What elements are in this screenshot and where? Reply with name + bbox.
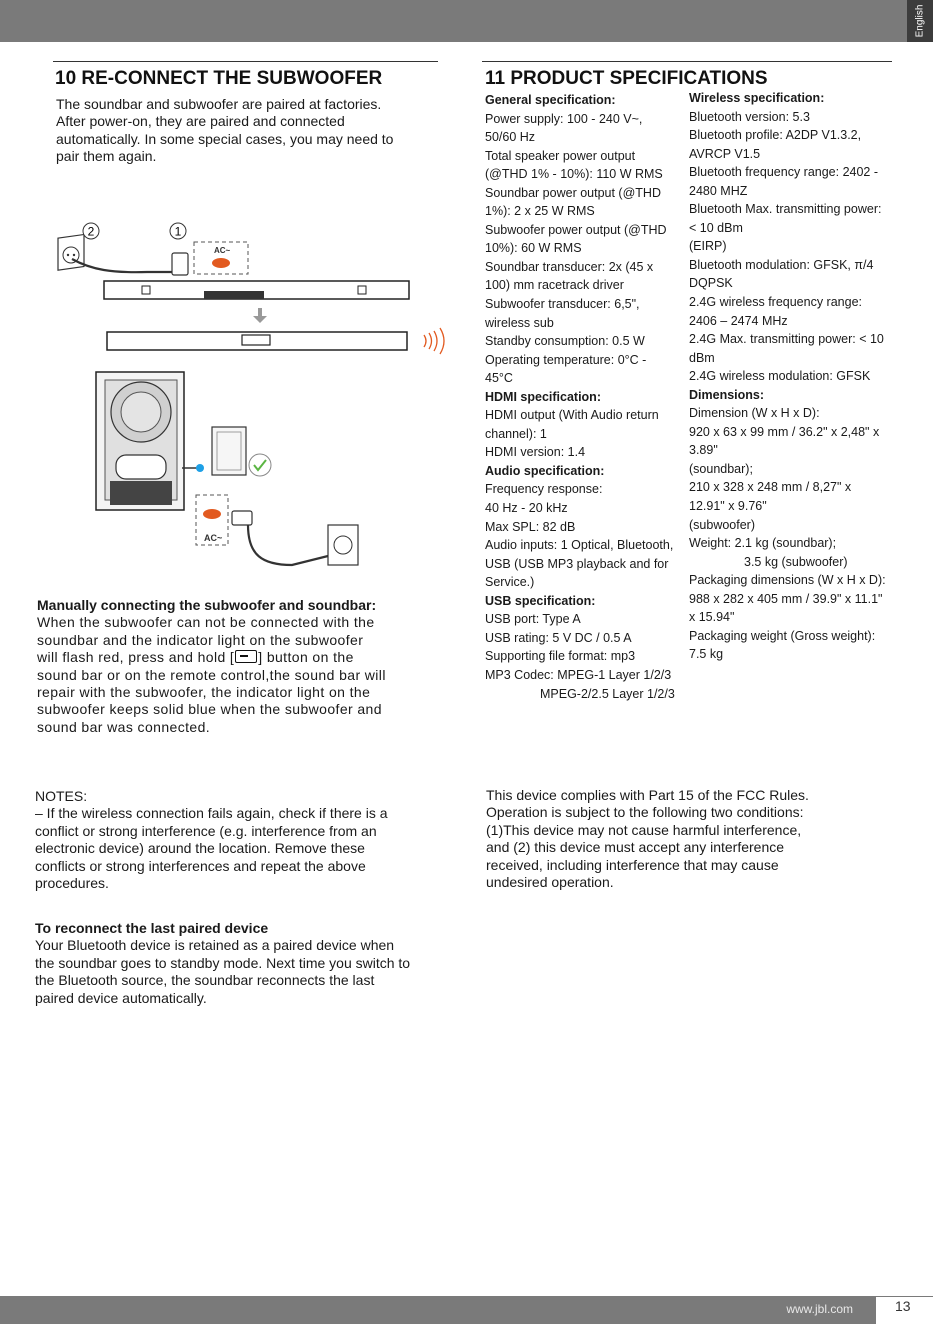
- spec-line: Bluetooth Max. transmitting power:: [689, 202, 882, 217]
- spec-line: 2.4G wireless modulation: GFSK: [689, 369, 871, 384]
- notes-line: – If the wireless connection fails again, check if there is a: [35, 805, 388, 822]
- spec-line: 1%): 2 x 25 W RMS: [485, 204, 595, 219]
- spec-line: Soundbar transducer: 2x (45 x: [485, 259, 654, 274]
- language-label: English: [914, 4, 926, 38]
- spec-line: (@THD 1% - 10%): 110 W RMS: [485, 167, 663, 182]
- spec-line: Service.): [485, 575, 535, 590]
- spec-line: HDMI output (With Audio return: [485, 408, 659, 423]
- spec-heading: Audio specification:: [485, 463, 605, 478]
- manual-line: When the subwoofer can not be connected with the: [37, 614, 375, 631]
- manual-line: ] button on the: [258, 649, 354, 666]
- spec-line: 40 Hz - 20 kHz: [485, 501, 568, 516]
- wall-socket-icon-bottom: [328, 525, 358, 565]
- ac-inlet-icon: [212, 258, 230, 268]
- spec-line: 2406 – 2474 MHz: [689, 313, 788, 328]
- reconnect-line: paired device automatically.: [35, 989, 207, 1006]
- fcc-line: received, including interference that may cause: [486, 856, 779, 873]
- intro-line: automatically. In some special cases, you may need to: [56, 130, 394, 147]
- spec-heading: Wireless specification:: [689, 91, 825, 105]
- spec-line: 50/60 Hz: [485, 130, 536, 145]
- spec-line: USB rating: 5 V DC / 0.5 A: [485, 630, 632, 645]
- spec-line: Audio inputs: 1 Optical, Bluetooth,: [485, 538, 674, 553]
- power-cable: [72, 259, 174, 272]
- spec-line: AVRCP V1.5: [689, 146, 761, 161]
- spec-line: 2480 MHZ: [689, 183, 748, 198]
- spec-line: Standby consumption: 0.5 W: [485, 334, 645, 349]
- ac-inlet-icon-bottom: [203, 509, 221, 519]
- reconnect-line: the Bluetooth source, the soundbar reconnects the last: [35, 972, 375, 989]
- spec-heading: HDMI specification:: [485, 389, 601, 404]
- notes-line: conflicts or strong interferences and repeat the above: [35, 857, 366, 874]
- spec-heading: Dimensions:: [689, 387, 765, 402]
- spec-line: Subwoofer power output (@THD: [485, 222, 667, 237]
- spec-line: Weight: 2.1 kg (soundbar);: [689, 536, 837, 551]
- spec-line: 12.91" x 9.76": [689, 499, 767, 514]
- reconnect-paragraph: [35, 920, 455, 1007]
- spec-line: < 10 dBm: [689, 220, 743, 235]
- manual-heading: Manually connecting the subwoofer and soundbar:: [37, 597, 377, 613]
- manual-line: will flash red, press and hold [: [37, 649, 235, 666]
- spec-line: (EIRP): [689, 239, 727, 254]
- spec-line: 210 x 328 x 248 mm / 8,27" x: [689, 480, 852, 495]
- spec-line: 100) mm racetrack driver: [485, 278, 624, 293]
- spec-line: dBm: [689, 350, 715, 365]
- fcc-line: This device complies with Part 15 of the FCC Rules.: [486, 787, 809, 803]
- footer-url: www.jbl.com: [786, 1302, 853, 1316]
- manual-line: soundbar and the indicator light on the subwoofer: [37, 631, 364, 648]
- manual-line: sound bar or on the remote control,the sound bar will: [37, 666, 386, 683]
- spec-line: Soundbar power output (@THD: [485, 185, 661, 200]
- spec-line: Bluetooth version: 5.3: [689, 109, 810, 124]
- reconnect-heading: To reconnect the last paired device: [35, 920, 269, 936]
- spec-line: Subwoofer transducer: 6,5",: [485, 297, 640, 312]
- notes-paragraph: [35, 788, 450, 892]
- manual-line: repair with the subwoofer, the indicator light on the: [37, 684, 371, 701]
- intro-line: pair them again.: [56, 148, 157, 165]
- source-button-icon: [235, 650, 257, 663]
- spec-line: 3.5 kg (subwoofer): [744, 554, 848, 569]
- spec-line: Bluetooth profile: A2DP V1.3.2,: [689, 128, 862, 143]
- notes-line: procedures.: [35, 875, 109, 892]
- spec-line: channel): 1: [485, 426, 547, 441]
- step-1-label: 1: [174, 224, 182, 239]
- fcc-line: and (2) this device must accept any interference: [486, 839, 785, 856]
- section10-title: 10 RE-CONNECT THE SUBWOOFER: [55, 68, 383, 89]
- spec-line: 2.4G Max. transmitting power: < 10: [689, 332, 884, 347]
- section11-title: 11 PRODUCT SPECIFICATIONS: [485, 68, 768, 89]
- wall-socket-icon: [58, 235, 84, 271]
- spec-line: Bluetooth modulation: GFSK, π/4: [689, 257, 874, 272]
- ac-label-bottom: AC~: [204, 533, 223, 543]
- spec-line: USB (USB MP3 playback and for: [485, 556, 669, 571]
- page-number: 13: [895, 1298, 911, 1314]
- spec-line: Packaging dimensions (W x H x D):: [689, 573, 886, 588]
- spec-line: Dimension (W x H x D):: [689, 406, 820, 421]
- power-plug-icon-bottom: [232, 511, 252, 525]
- spec-line: 2.4G wireless frequency range:: [689, 295, 863, 310]
- intro-paragraph: [56, 96, 441, 166]
- manual-connect-paragraph: [37, 597, 447, 736]
- spec-line: 10%): 60 W RMS: [485, 241, 582, 256]
- spec-line: 988 x 282 x 405 mm / 39.9" x 11.1": [689, 591, 883, 606]
- spec-line: (subwoofer): [689, 517, 755, 532]
- spec-line: HDMI version: 1.4: [485, 445, 586, 460]
- wireless-signal-icon: [424, 328, 444, 354]
- spec-line: Total speaker power output: [485, 148, 636, 163]
- spec-line: 45°C: [485, 371, 513, 386]
- intro-line: After power-on, they are paired and connected: [56, 113, 345, 130]
- fcc-line: (1)This device may not cause harmful interference,: [486, 821, 802, 838]
- spec-line: wireless sub: [485, 315, 554, 330]
- header-bar: [0, 0, 933, 42]
- spec-line: MPEG-2/2.5 Layer 1/2/3: [540, 686, 675, 701]
- spec-line: 7.5 kg: [689, 647, 724, 662]
- spec-line: x 15.94": [689, 610, 735, 625]
- manual-line: subwoofer keeps solid blue when the subwoofer and: [37, 701, 382, 718]
- manual-line: sound bar was connected.: [37, 718, 211, 735]
- spec-line: MP3 Codec: MPEG-1 Layer 1/2/3: [485, 667, 672, 682]
- spec-column-right: [689, 89, 904, 664]
- step-2-label: 2: [87, 224, 95, 239]
- intro-line: The soundbar and subwoofer are paired at factories.: [56, 96, 382, 112]
- reconnect-line: Your Bluetooth device is retained as a paired device when: [35, 937, 395, 954]
- power-plug-icon: [172, 253, 188, 275]
- spec-heading: USB specification:: [485, 593, 596, 608]
- notes-line: conflict or strong interference (e.g. interference from an: [35, 822, 377, 839]
- language-tab: [907, 0, 933, 42]
- connection-diagram: [52, 215, 452, 580]
- notes-line: NOTES:: [35, 788, 88, 804]
- spec-line: Frequency response:: [485, 482, 603, 497]
- spec-line: 920 x 63 x 99 mm / 36.2" x 2,48" x: [689, 424, 880, 439]
- spec-line: 3.89": [689, 443, 718, 458]
- section10-rule: [53, 61, 438, 62]
- arrow-down-icon: [253, 308, 267, 323]
- spec-line: Packaging weight (Gross weight):: [689, 628, 876, 643]
- reconnect-line: the soundbar goes to standby mode. Next time you switch to: [35, 954, 411, 971]
- notes-line: electronic device) around the location. Remove these: [35, 840, 365, 857]
- spec-line: Max SPL: 82 dB: [485, 519, 576, 534]
- fcc-paragraph: [486, 787, 866, 891]
- indicator-light-icon: [196, 464, 204, 472]
- spec-line: DQPSK: [689, 276, 733, 291]
- spec-line: Operating temperature: 0°C -: [485, 352, 647, 367]
- spec-column-left: [485, 91, 690, 703]
- spec-line: (soundbar);: [689, 461, 753, 476]
- spec-line: Supporting file format: mp3: [485, 649, 636, 664]
- spec-heading: General specification:: [485, 93, 616, 107]
- ac-label-top: AC~: [214, 246, 231, 255]
- fcc-line: undesired operation.: [486, 874, 614, 891]
- spec-line: USB port: Type A: [485, 612, 581, 627]
- fcc-line: Operation is subject to the following two conditions:: [486, 804, 804, 821]
- section11-rule: [482, 61, 892, 62]
- spec-line: Bluetooth frequency range: 2402 -: [689, 165, 879, 180]
- spec-line: Power supply: 100 - 240 V~,: [485, 111, 643, 126]
